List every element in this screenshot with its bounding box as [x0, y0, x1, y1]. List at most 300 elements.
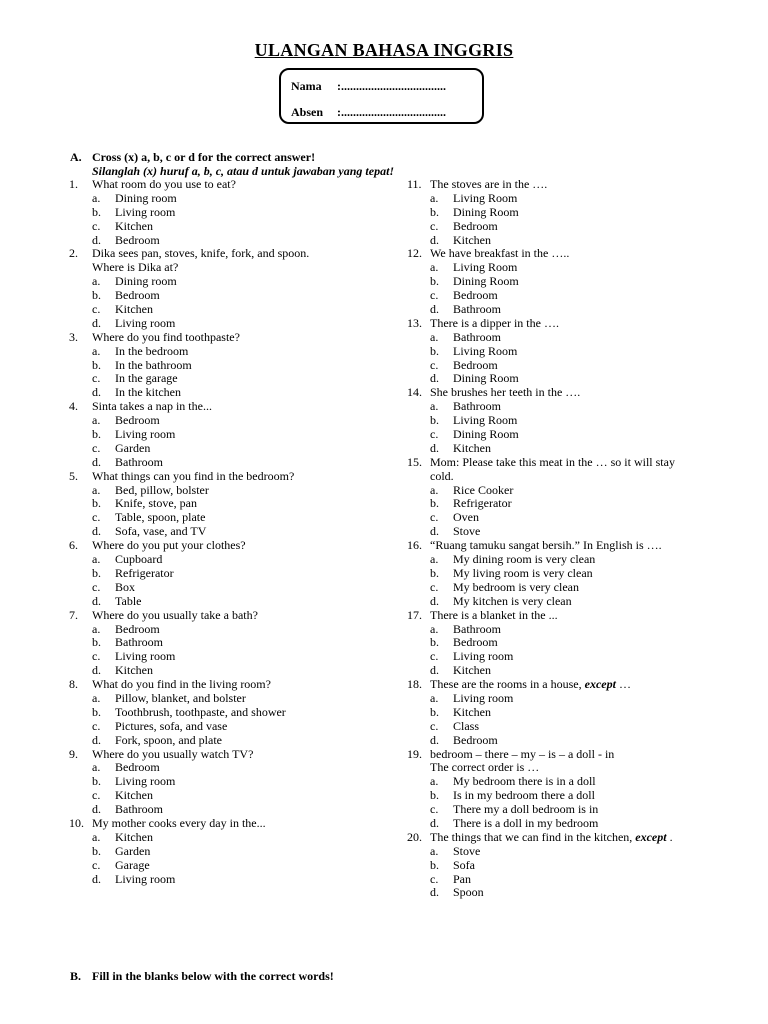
option-text: Bedroom [453, 357, 498, 372]
name-row [291, 79, 446, 94]
question [69, 178, 399, 247]
option-text: My dining room is very clean [453, 552, 596, 567]
answer-option[interactable] [69, 386, 399, 400]
option-letter: b. [92, 565, 101, 580]
question [69, 400, 399, 469]
question-number: 17. [407, 607, 422, 622]
option-text: Bathroom [115, 635, 163, 650]
question-number: 15. [407, 454, 422, 469]
absen-field[interactable]: :................................... [337, 105, 446, 119]
option-text: Refrigerator [453, 496, 512, 511]
option-text: Bedroom [453, 218, 498, 233]
option-text: Living room [115, 427, 176, 442]
answer-option[interactable] [69, 581, 399, 595]
option-letter: c. [92, 788, 101, 803]
question-text: Where do you usually watch TV? [92, 746, 254, 761]
question-text: We have breakfast in the ….. [430, 246, 570, 261]
answer-option[interactable] [69, 317, 399, 331]
section-a-letter: A. [70, 150, 82, 164]
question [407, 178, 737, 247]
option-text: Living Room [453, 260, 518, 275]
question [69, 817, 399, 886]
answer-option[interactable] [69, 636, 399, 650]
answer-option[interactable] [407, 261, 737, 275]
option-letter: b. [430, 204, 439, 219]
answer-option[interactable] [69, 831, 399, 845]
option-text: Kitchen [453, 232, 491, 247]
answer-option[interactable] [407, 775, 737, 789]
section-b-instruction: Fill in the blanks below with the correct words! [92, 969, 334, 983]
option-letter: b. [92, 635, 101, 650]
section-b-letter: B. [70, 969, 82, 983]
answer-option[interactable] [407, 553, 737, 567]
questions-column-left [69, 178, 399, 886]
answer-option[interactable] [407, 623, 737, 637]
question-text-part: These are the rooms in a house, [430, 677, 585, 692]
option-text: Class [453, 718, 480, 733]
option-text: In the bedroom [115, 343, 189, 358]
answer-option[interactable] [407, 428, 737, 442]
option-letter: b. [430, 704, 439, 719]
answer-option[interactable] [69, 414, 399, 428]
option-letter: a. [92, 482, 101, 497]
answer-option[interactable] [69, 775, 399, 789]
question-line [69, 609, 399, 623]
question-number: 20. [407, 829, 422, 844]
question-line [69, 817, 399, 831]
option-text: Knife, stove, pan [115, 496, 197, 511]
answer-option[interactable] [407, 289, 737, 303]
answer-option[interactable] [69, 650, 399, 664]
answer-option[interactable] [407, 414, 737, 428]
answer-option[interactable] [69, 428, 399, 442]
option-text: Spoon [453, 885, 484, 900]
option-letter: a. [92, 690, 101, 705]
option-letter: a. [92, 829, 101, 844]
option-letter: a. [430, 399, 439, 414]
option-letter: c. [430, 288, 439, 303]
option-letter: d. [92, 315, 101, 330]
question-text-part: The things that we can find in the kitchen, [430, 829, 636, 844]
answer-option[interactable] [69, 567, 399, 581]
option-text: Sofa, vase, and TV [115, 524, 207, 539]
option-letter: c. [430, 427, 439, 442]
question-text [430, 678, 631, 692]
question-number: 18. [407, 677, 422, 692]
option-text: My living room is very clean [453, 565, 593, 580]
option-letter: a. [430, 690, 439, 705]
answer-option[interactable] [407, 789, 737, 803]
question-line [407, 386, 737, 400]
option-text: Kitchen [453, 704, 491, 719]
option-text: Kitchen [453, 663, 491, 678]
question-line [407, 317, 737, 331]
option-letter: b. [92, 204, 101, 219]
option-letter: d. [430, 593, 439, 608]
question-text [430, 831, 673, 845]
answer-option[interactable] [69, 734, 399, 748]
name-field[interactable]: :................................... [337, 79, 446, 93]
option-letter: c. [92, 371, 101, 386]
answer-option[interactable] [69, 456, 399, 470]
question-text: Mom: Please take this meat in the … so it will stay [430, 454, 675, 469]
option-letter: c. [430, 718, 439, 733]
question-number: 7. [69, 607, 78, 622]
answer-option[interactable] [407, 859, 737, 873]
option-text: Living room [115, 204, 176, 219]
question-text: What room do you use to eat? [92, 177, 236, 191]
question-number: 8. [69, 677, 78, 692]
option-letter: d. [92, 385, 101, 400]
answer-option[interactable] [407, 595, 737, 609]
option-letter: b. [92, 774, 101, 789]
question-line [407, 178, 737, 192]
question-text: Where do you usually take a bath? [92, 607, 258, 622]
answer-option[interactable] [407, 442, 737, 456]
option-text: Garage [115, 857, 150, 872]
option-text: Living room [115, 871, 176, 886]
question-number: 16. [407, 538, 422, 553]
option-letter: c. [92, 579, 101, 594]
answer-option[interactable] [69, 873, 399, 887]
option-letter: d. [430, 815, 439, 830]
answer-option[interactable] [407, 567, 737, 581]
option-text: Bedroom [453, 288, 498, 303]
option-letter: d. [430, 885, 439, 900]
answer-option[interactable] [407, 803, 737, 817]
option-text: Living room [115, 315, 176, 330]
answer-option[interactable] [69, 859, 399, 873]
answer-option[interactable] [69, 192, 399, 206]
answer-option[interactable] [69, 289, 399, 303]
question-number: 13. [407, 315, 422, 330]
question [69, 748, 399, 817]
option-text: There is a doll in my bedroom [453, 815, 599, 830]
question-line [69, 331, 399, 345]
option-text: Bathroom [115, 802, 163, 817]
questions-column-right [407, 178, 737, 900]
option-text: Bedroom [115, 621, 160, 636]
question-text: “Ruang tamuku sangat bersih.” In English is …. [430, 538, 662, 553]
option-letter: b. [92, 704, 101, 719]
question [407, 678, 737, 747]
option-text: Kitchen [115, 302, 153, 317]
answer-option[interactable] [69, 692, 399, 706]
option-text: Bedroom [115, 288, 160, 303]
option-letter: c. [430, 802, 439, 817]
answer-option[interactable] [407, 886, 737, 900]
question-line [407, 609, 737, 623]
question-text: What things can you find in the bedroom? [92, 468, 295, 483]
option-letter: b. [92, 843, 101, 858]
answer-option[interactable] [407, 734, 737, 748]
answer-option[interactable] [407, 817, 737, 831]
question-text: She brushes her teeth in the …. [430, 385, 581, 400]
answer-option[interactable] [407, 692, 737, 706]
answer-option[interactable] [69, 220, 399, 234]
answer-option[interactable] [69, 525, 399, 539]
answer-option[interactable] [407, 359, 737, 373]
question-number: 11. [407, 177, 422, 191]
option-letter: a. [92, 760, 101, 775]
option-text: Living room [115, 649, 176, 664]
answer-option[interactable] [407, 636, 737, 650]
section-a-instruction-id: Silanglah (x) huruf a, b, c, atau d untuk jawaban yang tepat! [92, 164, 395, 178]
option-text: My kitchen is very clean [453, 593, 572, 608]
option-letter: b. [92, 288, 101, 303]
question-text: Where do you put your clothes? [92, 538, 246, 553]
answer-option[interactable] [407, 372, 737, 386]
page-title: ULANGAN BAHASA INGGRIS [254, 40, 514, 60]
option-text: Garden [115, 440, 151, 455]
option-letter: a. [92, 274, 101, 289]
option-text: Bedroom [115, 232, 160, 247]
option-letter: d. [92, 524, 101, 539]
answer-option[interactable] [407, 581, 737, 595]
option-letter: b. [430, 565, 439, 580]
question [69, 609, 399, 678]
question-line-continued [69, 261, 399, 275]
question-text: Sinta takes a nap in the... [92, 399, 212, 414]
question-number: 2. [69, 246, 78, 261]
option-text: Oven [453, 510, 479, 525]
answer-option[interactable] [69, 845, 399, 859]
question-text: The stoves are in the …. [430, 177, 548, 191]
question-number: 19. [407, 746, 422, 761]
question-text-part: . [666, 829, 673, 844]
answer-option[interactable] [407, 873, 737, 887]
question-line-continued [407, 761, 737, 775]
answer-option[interactable] [69, 789, 399, 803]
option-text: Living room [115, 774, 176, 789]
option-text: Pictures, sofa, and vase [115, 718, 228, 733]
option-text: Pillow, blanket, and bolster [115, 690, 246, 705]
name-label: Nama [291, 79, 322, 93]
question-number: 5. [69, 468, 78, 483]
option-text: Kitchen [453, 440, 491, 455]
option-letter: a. [430, 843, 439, 858]
option-text: Bathroom [453, 621, 501, 636]
option-text: Stove [453, 524, 481, 539]
option-text: Bathroom [453, 302, 501, 317]
option-text: In the bathroom [115, 357, 192, 372]
answer-option[interactable] [69, 442, 399, 456]
option-letter: c. [92, 718, 101, 733]
answer-option[interactable] [407, 275, 737, 289]
answer-option[interactable] [69, 345, 399, 359]
question-text: Dika sees pan, stoves, knife, fork, and spoon. [92, 246, 310, 261]
option-letter: d. [430, 371, 439, 386]
option-text: Living Room [453, 413, 518, 428]
answer-option[interactable] [407, 400, 737, 414]
option-letter: d. [92, 732, 101, 747]
option-letter: d. [430, 524, 439, 539]
option-letter: c. [430, 357, 439, 372]
option-letter: c. [92, 440, 101, 455]
option-text: Living Room [453, 343, 518, 358]
answer-option[interactable] [69, 372, 399, 386]
option-text: Toothbrush, toothpaste, and shower [115, 704, 286, 719]
option-text: Dining Room [453, 371, 519, 386]
answer-option[interactable] [407, 664, 737, 678]
question [407, 247, 737, 316]
option-text: Stove [453, 843, 481, 858]
option-text: Pan [453, 871, 471, 886]
option-letter: d. [92, 802, 101, 817]
question [407, 748, 737, 831]
answer-option[interactable] [407, 484, 737, 498]
option-letter: b. [430, 788, 439, 803]
option-letter: b. [92, 496, 101, 511]
question-number: 12. [407, 246, 422, 261]
option-letter: b. [430, 413, 439, 428]
option-letter: d. [430, 732, 439, 747]
option-text: Bathroom [453, 399, 501, 414]
option-letter: c. [92, 302, 101, 317]
question-text: My mother cooks every day in the... [92, 815, 266, 830]
option-text: Rice Cooker [453, 482, 514, 497]
question-line [69, 470, 399, 484]
question [69, 331, 399, 400]
section-a-instruction: Cross (x) a, b, c or d for the correct answer! [92, 150, 316, 164]
question-line [407, 678, 737, 692]
question-text: What do you find in the living room? [92, 677, 271, 692]
answer-option[interactable] [69, 206, 399, 220]
option-text: Bedroom [453, 732, 498, 747]
answer-option[interactable] [407, 706, 737, 720]
option-text: Table, spoon, plate [115, 510, 206, 525]
answer-option[interactable] [407, 192, 737, 206]
question-text: cold. [430, 468, 454, 483]
option-letter: a. [430, 190, 439, 205]
answer-option[interactable] [407, 511, 737, 525]
question-line [69, 247, 399, 261]
question-line [69, 539, 399, 553]
option-text: Living Room [453, 190, 518, 205]
answer-option[interactable] [69, 484, 399, 498]
question [407, 609, 737, 678]
option-text: Refrigerator [115, 565, 174, 580]
question-text: There is a blanket in the ... [430, 607, 558, 622]
option-letter: a. [92, 621, 101, 636]
answer-option[interactable] [69, 623, 399, 637]
question [69, 539, 399, 608]
answer-option[interactable] [407, 525, 737, 539]
answer-option[interactable] [69, 275, 399, 289]
option-letter: a. [92, 190, 101, 205]
option-letter: d. [430, 663, 439, 678]
option-text: Bedroom [115, 413, 160, 428]
question-number: 4. [69, 399, 78, 414]
option-text: My bedroom there is in a doll [453, 774, 596, 789]
option-letter: b. [92, 427, 101, 442]
question [407, 317, 737, 386]
answer-option[interactable] [407, 220, 737, 234]
question-line [407, 456, 737, 470]
question-text-part: … [615, 677, 631, 692]
answer-option[interactable] [69, 706, 399, 720]
option-text: Dining Room [453, 204, 519, 219]
answer-option[interactable] [407, 650, 737, 664]
question-line-continued [407, 470, 737, 484]
question [407, 456, 737, 539]
option-letter: a. [430, 482, 439, 497]
answer-option[interactable] [69, 720, 399, 734]
option-text: Table [115, 593, 142, 608]
option-letter: c. [430, 649, 439, 664]
answer-option[interactable] [69, 234, 399, 248]
question-line [407, 831, 737, 845]
answer-option[interactable] [69, 511, 399, 525]
option-text: Bed, pillow, bolster [115, 482, 209, 497]
question-text: The correct order is … [430, 760, 540, 775]
option-text: Living room [453, 649, 514, 664]
answer-option[interactable] [407, 845, 737, 859]
absen-row [291, 105, 446, 120]
option-text: Kitchen [115, 788, 153, 803]
answer-option[interactable] [69, 303, 399, 317]
answer-option[interactable] [69, 664, 399, 678]
question-line [69, 178, 399, 192]
option-text: Dining room [115, 274, 177, 289]
option-letter: a. [92, 413, 101, 428]
option-text: Kitchen [115, 663, 153, 678]
question-text: Where do you find toothpaste? [92, 329, 240, 344]
option-text: Fork, spoon, and plate [115, 732, 222, 747]
option-letter: d. [430, 232, 439, 247]
answer-option[interactable] [407, 234, 737, 248]
question-emphasis: except [635, 829, 667, 844]
question-number: 1. [69, 177, 78, 191]
answer-option[interactable] [407, 206, 737, 220]
option-text: My bedroom is very clean [453, 579, 579, 594]
question [407, 386, 737, 455]
option-text: Is in my bedroom there a doll [453, 788, 595, 803]
question-number: 3. [69, 329, 78, 344]
option-text: Cupboard [115, 552, 163, 567]
option-letter: d. [430, 440, 439, 455]
answer-option[interactable] [407, 331, 737, 345]
option-text: Kitchen [115, 829, 153, 844]
answer-option[interactable] [69, 761, 399, 775]
answer-option[interactable] [69, 553, 399, 567]
question-line [407, 539, 737, 553]
option-text: Bedroom [453, 635, 498, 650]
answer-option[interactable] [407, 720, 737, 734]
answer-option[interactable] [407, 345, 737, 359]
answer-option[interactable] [69, 595, 399, 609]
option-letter: b. [430, 343, 439, 358]
option-letter: a. [430, 552, 439, 567]
answer-option[interactable] [69, 359, 399, 373]
question-line [407, 748, 737, 762]
answer-option[interactable] [69, 497, 399, 511]
answer-option[interactable] [407, 497, 737, 511]
option-letter: c. [92, 649, 101, 664]
option-letter: d. [430, 302, 439, 317]
question [69, 678, 399, 747]
question [69, 247, 399, 330]
option-letter: c. [92, 857, 101, 872]
answer-option[interactable] [69, 803, 399, 817]
option-letter: c. [430, 218, 439, 233]
option-letter: b. [430, 857, 439, 872]
answer-option[interactable] [407, 303, 737, 317]
option-letter: a. [430, 329, 439, 344]
question-number: 14. [407, 385, 422, 400]
option-letter: a. [92, 343, 101, 358]
question-number: 6. [69, 538, 78, 553]
